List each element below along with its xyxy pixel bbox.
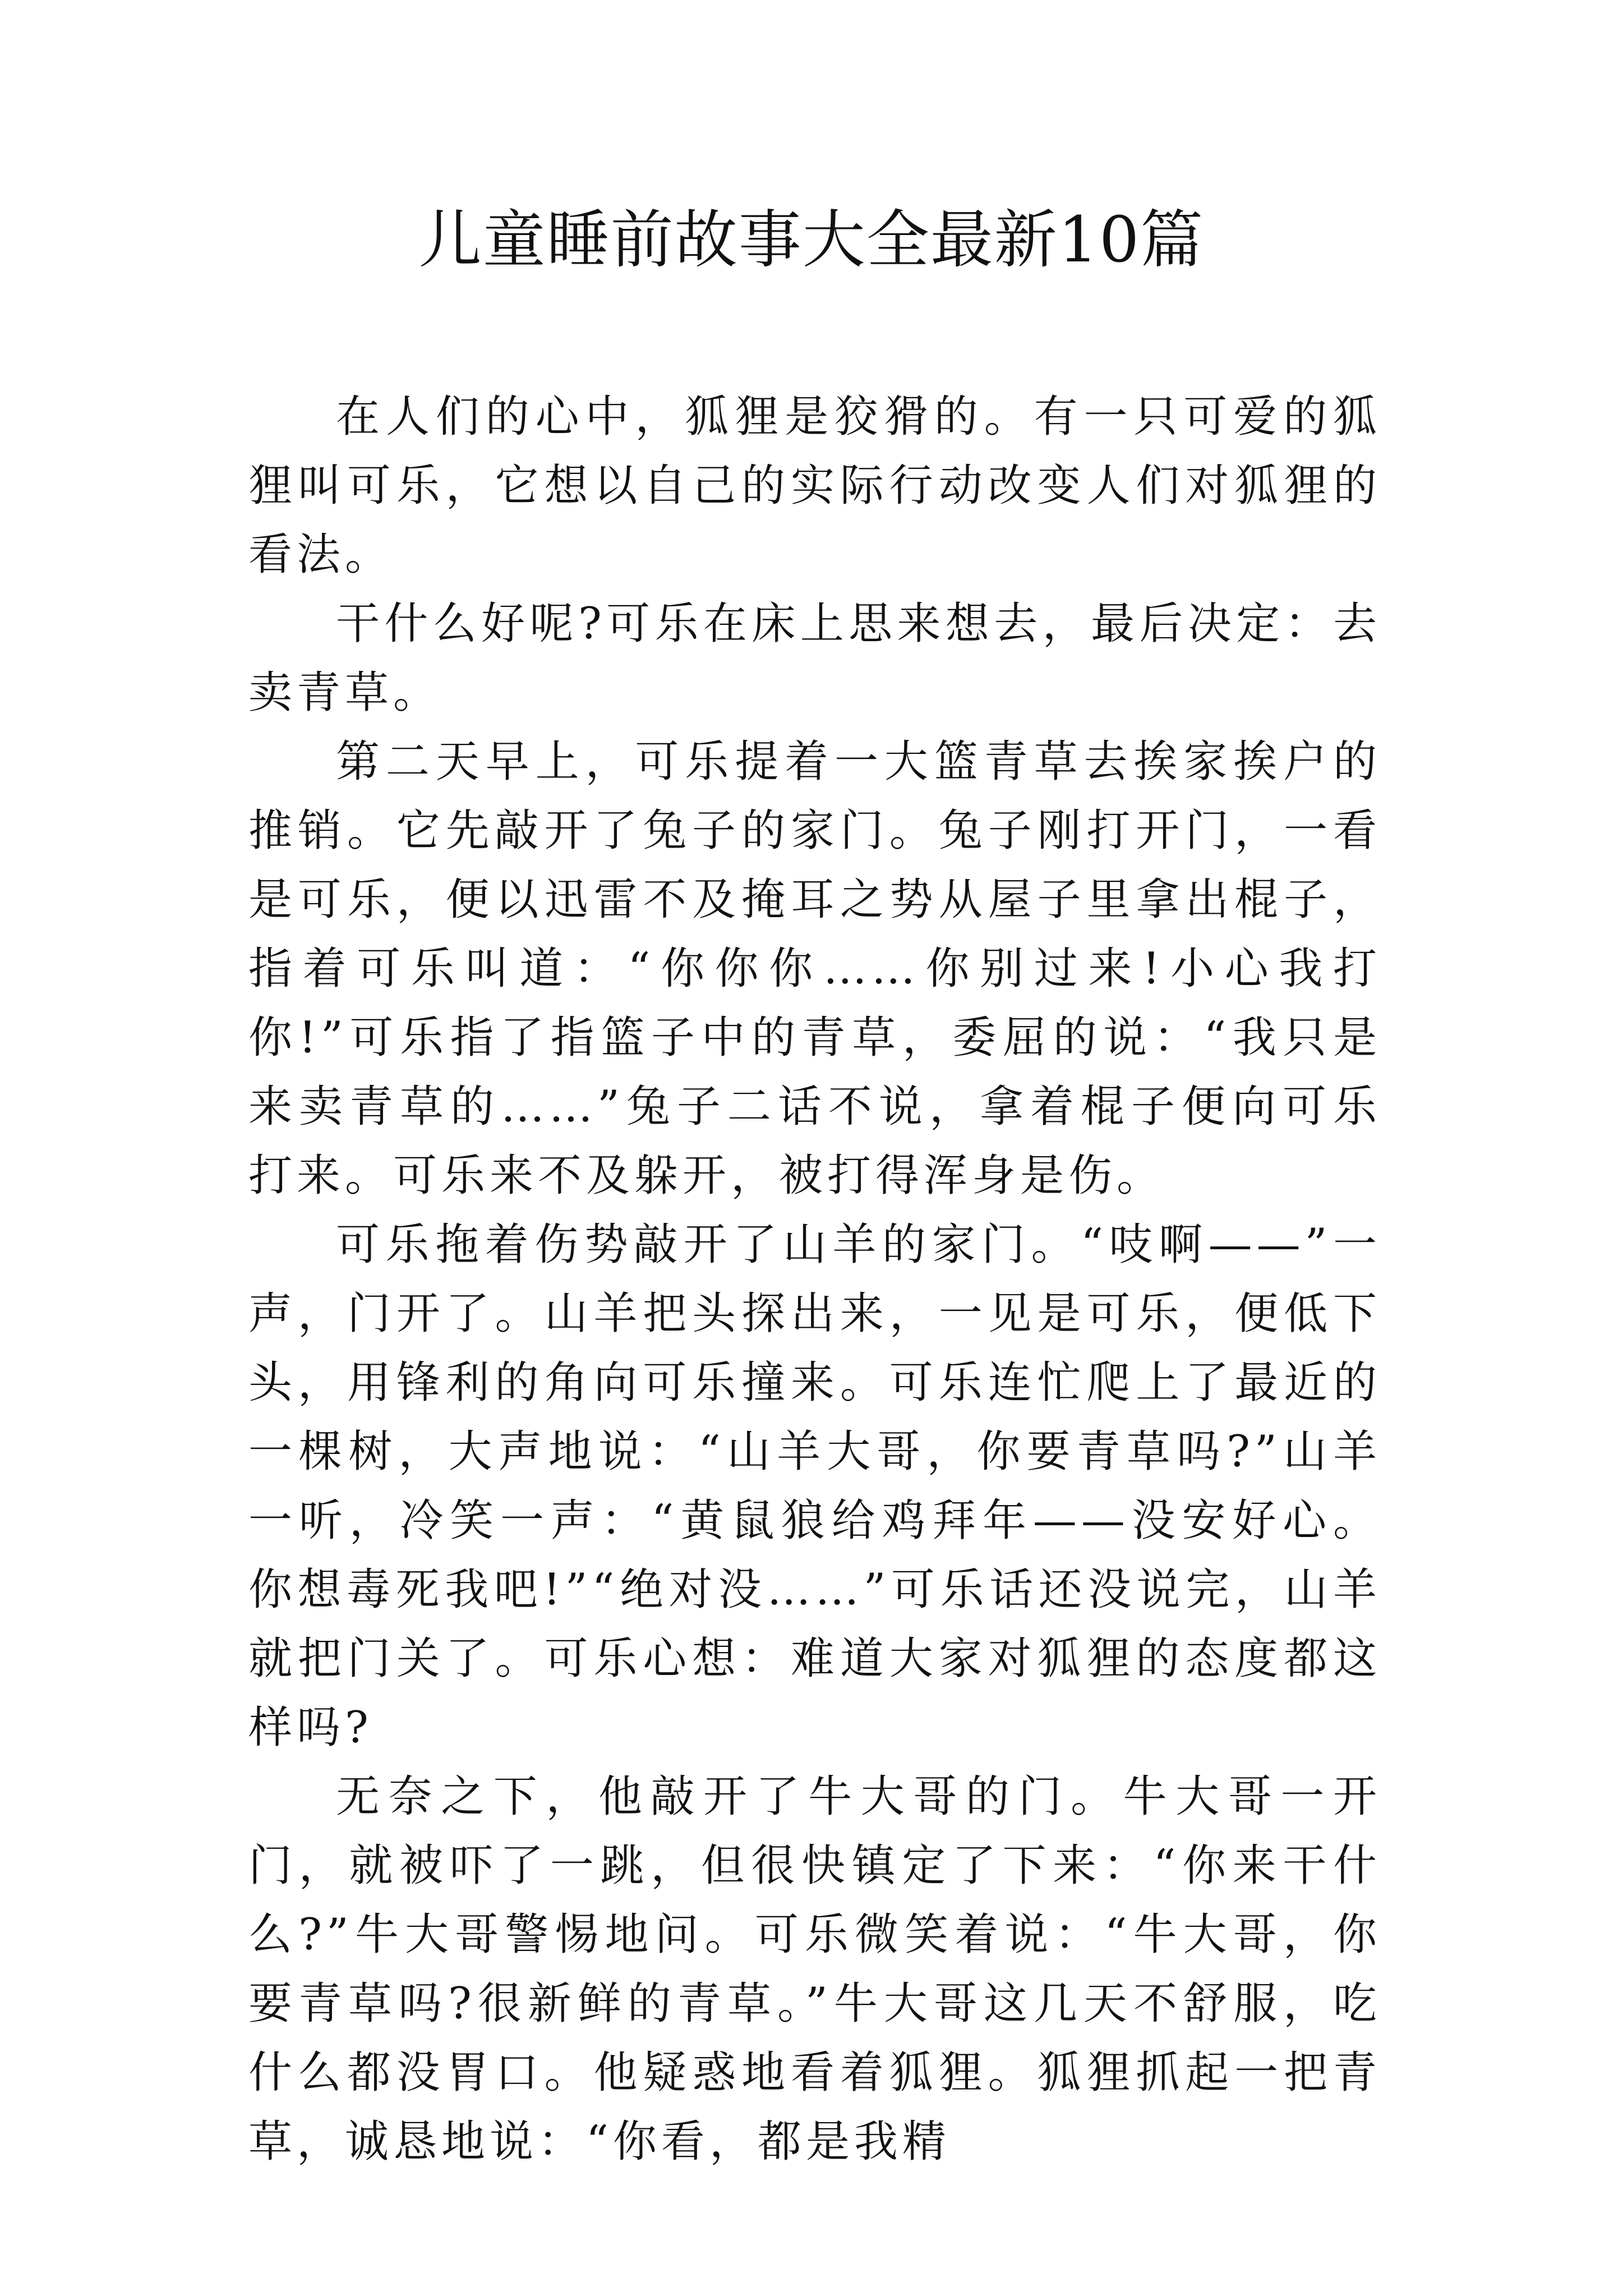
paragraph: 在人们的心中，狐狸是狡猾的。有一只可爱的狐狸叫可乐，它想以自己的实际行动改变人们对狐狸的看法。 <box>248 392 1381 580</box>
document-title: 儿童睡前故事大全最新10篇 <box>418 204 1205 277</box>
paragraph: 干什么好呢?可乐在床上思来想去，最后决定：去卖青草。 <box>248 599 1381 718</box>
paragraph: 可乐拖着伤势敲开了山羊的家门。“吱啊——”一声，门开了。山羊把头探出来，一见是可乐，便低下头，用锋利的角向可乐撞来。可乐连忙爬上了最近的一棵树，大声地说：“山羊大哥，你要青草吗?”山羊一听，冷笑一声：“黄鼠狼给鸡拜年——没安好心。你想毒死我吧!”“绝对没……”可乐话还没说完，山羊就把门关了。可乐心想：难道大家对狐狸的态度都这样吗? <box>248 1220 1381 1753</box>
paragraph: 第二天早上，可乐提着一大篮青草去挨家挨户的推销。它先敲开了兔子的家门。兔子刚打开门，一看是可乐，便以迅雷不及掩耳之势从屋子里拿出棍子，指着可乐叫道：“你你你……你别过来!小心我打你!”可乐指了指篮子中的青草，委屈的说：“我只是来卖青草的……”兔子二话不说，拿着棍子便向可乐打来。可乐来不及躲开，被打得浑身是伤。 <box>248 737 1381 1201</box>
paragraph: 无奈之下，他敲开了牛大哥的门。牛大哥一开门，就被吓了一跳，但很快镇定了下来：“你来干什么?”牛大哥警惕地问。可乐微笑着说：“牛大哥，你要青草吗?很新鲜的青草。”牛大哥这几天不舒服，吃什么都没胃口。他疑惑地看着狐狸。狐狸抓起一把青草，诚恳地说：“你看，都是我精 <box>248 1772 1381 2167</box>
document-body <box>248 383 1381 2177</box>
